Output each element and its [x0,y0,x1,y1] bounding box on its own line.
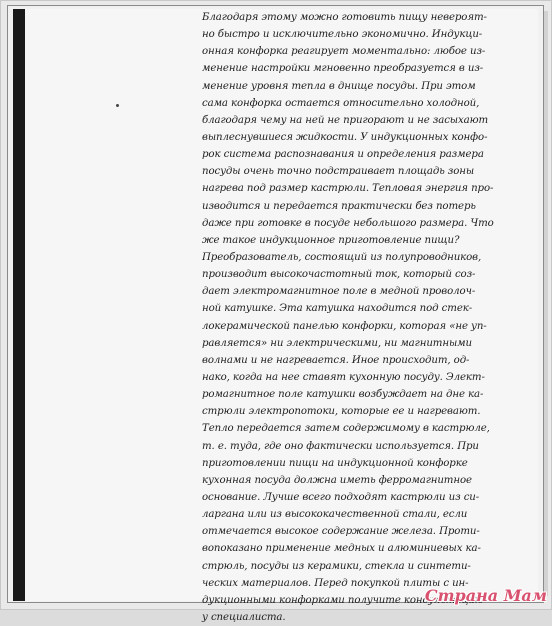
text-line: Преобразователь, состоящий из полупроводников, [202,251,482,263]
text-line: нагрева под размер кастрюли. Тепловая энергия про- [202,183,494,195]
text-line: производит высокочастотный ток, который соз- [202,269,476,281]
text-line: отмечается высокое содержание железа. Проти- [202,526,480,538]
text-line: же такое индукционное приготовление пищи? [202,234,460,246]
text-line: основание. Лучше всего подходят кастрюли из си- [202,491,480,503]
scanned-page [13,9,538,623]
text-line: даже при готовке в посуде небольшого размера. Что [202,217,494,229]
scan-speck [116,104,119,107]
text-line: ной катушке. Эта катушка находится под стек- [202,303,473,315]
text-line: стрюли электропотоки, которые ее и нагревают. [202,406,481,418]
text-line: ческих материалов. Перед покупкой плиты с ин- [202,577,469,589]
text-line: рок система распознавания и определения размера [202,149,484,161]
page-body-text [202,9,508,626]
text-line: т. е. туда, где оно фактически используется. При [202,440,479,452]
text-line: онная конфорка реагирует моментально: любое из- [202,46,486,58]
text-line: вопоказано применение медных и алюминиевых ка- [202,543,481,555]
text-line: менение настройки мгновенно преобразуется в из- [202,63,484,75]
text-line: но быстро и исключительно экономично. Индукци- [202,29,483,41]
text-line: выплеснувшиеся жидкости. У индукционных конфо- [202,131,488,143]
text-line: стрюль, посуды из керамики, стекла и синтети- [202,560,471,572]
text-line: у специалиста. [202,611,286,623]
text-line: посуды очень точно подстраивает площадь зоны [202,166,475,178]
text-line: Благодаря этому можно готовить пищу невероят- [202,12,487,23]
text-line: приготовлении пищи на индукционной конфорке [202,457,468,469]
text-line: изводится и передается практически без потерь [202,200,476,212]
site-watermark: Страна Мам [424,586,547,605]
right-edge-shade [544,11,548,596]
text-line: сама конфорка остается относительно холодной, [202,97,480,109]
text-line: нако, когда на нее ставят кухонную посуду. Элект- [202,371,485,383]
text-line: локерамической панелью конфорки, которая «не уп- [202,320,487,332]
book-spine-shadow [13,9,25,601]
text-line: дает электромагнитное поле в медной проволоч- [202,286,476,298]
text-line: Тепло передается затем содержимому в кастрюле, [202,423,490,435]
text-line: благодаря чему на ней не пригорают и не засыхают [202,114,489,126]
text-line: ромагнитное поле катушки возбуждает на дне ка- [202,389,484,401]
text-line: равляется» ни электрическими, ни магнитными [202,337,472,349]
text-line: кухонная посуда должна иметь ферромагнитное [202,474,472,486]
text-line: волнами и не нагревается. Иное происходит, од- [202,354,470,366]
text-line: дукционными конфорками получите консультацию [202,594,484,606]
text-line: ларгана или из высококачественной стали, если [202,509,468,521]
text-line: менение уровня тепла в днище посуды. При этом [202,80,476,92]
